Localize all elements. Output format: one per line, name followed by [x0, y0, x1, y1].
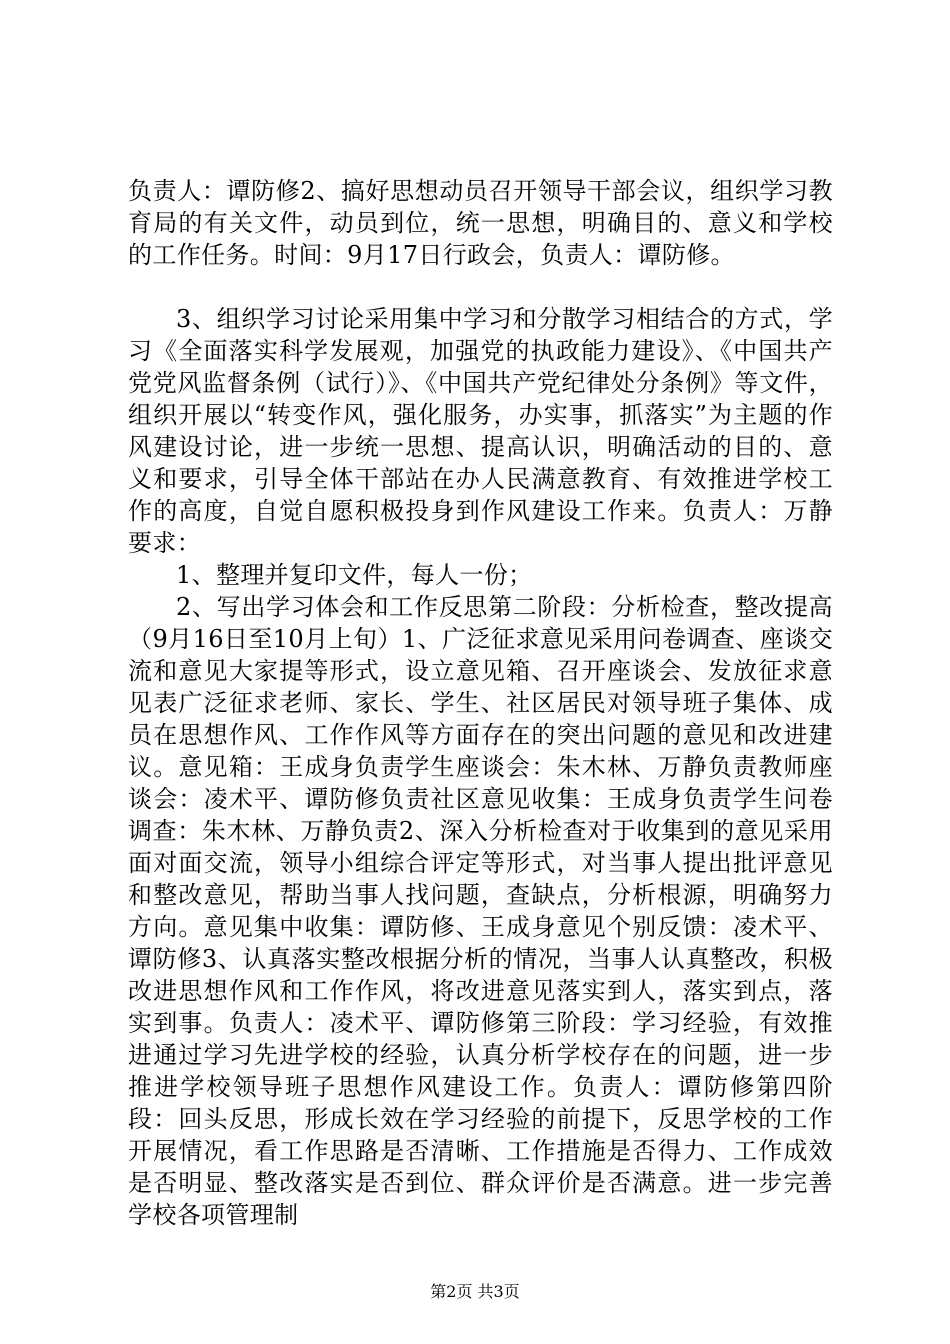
paragraph-responsible-mobilization: 负责人：谭防修2、搞好思想动员召开领导干部会议，组织学习教育局的有关文件，动员到位，统一思想，明确目的、意义和学校的工作任务。时间：9月17日行政会，负责人：谭防修。	[128, 177, 833, 269]
paragraph-study-discussion: 3、组织学习讨论采用集中学习和分散学习相结合的方式，学习《全面落实科学发展观，加强党的执政能力建设》、《中国共产党党风监督条例（试行）》、《中国共产党纪律处分条例》等文件，组织开展以“转变作风，强化服务，办实事，抓落实”为主题的作风建设讨论，进一步统一思想、提高认识，明确活动的目的、意义和要求，引导全体干部站在办人民满意教育、有效推进学校工作的高度，自觉自愿积极投身到作风建设工作来。负责人：万静要求：	[128, 305, 833, 557]
paragraph-requirement-1: 1、整理并复印文件，每人一份；	[176, 561, 533, 589]
page-footer: 第2页 共3页	[430, 1282, 520, 1301]
document-body	[128, 175, 833, 1231]
paragraph-requirement-2-stage-two: 2、写出学习体会和工作反思第二阶段：分析检查，整改提高（9月16日至10月上旬）1、广泛征求意见采用问卷调查、座谈交流和意见大家提等形式，设立意见箱、召开座谈会、发放征求意见表广泛征求老师、家长、学生、社区居民对领导班子集体、成员在思想作风、工作作风等方面存在的突出问题的意见和改进建议。意见箱：王成身负责学生座谈会：朱木林、万静负责教师座谈会：凌术平、谭防修负责社区意见收集：王成身负责学生问卷调查：朱木林、万静负责2、深入分析检查对于收集到的意见采用面对面交流，领导小组综合评定等形式，对当事人提出批评意见和整改意见，帮助当事人找问题，查缺点，分析根源，明确努力方向。意见集中收集：谭防修、王成身意见个别反馈：凌术平、谭防修3、认真落实整改根据分析的情况，当事人认真整改，积极改进思想作风和工作作风，将改进意见落实到人，落实到点，落实到事。负责人：凌术平、谭防修第三阶段：学习经验，有效推进通过学习先进学校的经验，认真分析学校存在的问题，进一步推进学校领导班子思想作风建设工作。负责人：谭防修第四阶段：回头反思，形成长效在学习经验的前提下，反思学校的工作开展情况，看工作思路是否清晰、工作措施是否得力、工作成效是否明显、整改落实是否到位、群众评价是否满意。进一步完善学校各项管理制	[128, 593, 833, 1229]
